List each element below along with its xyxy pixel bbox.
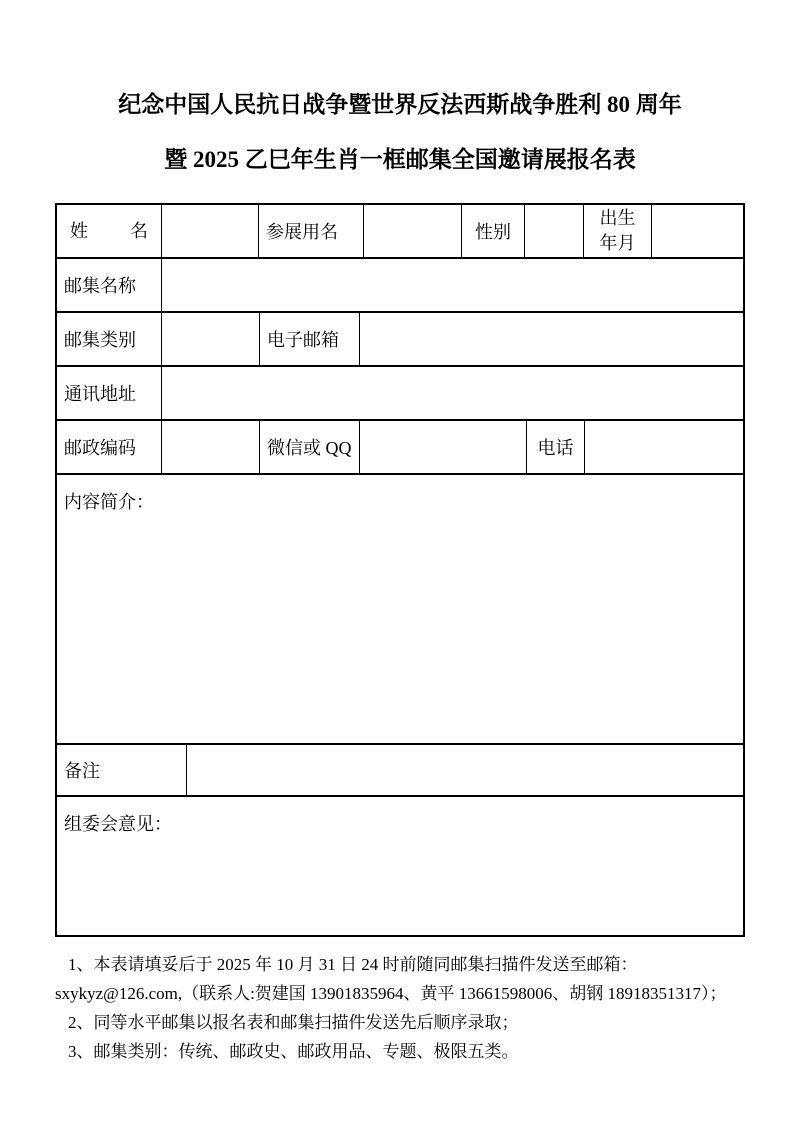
email-value-cell[interactable] [360, 313, 743, 365]
gender-value-cell[interactable] [525, 205, 584, 257]
row-committee-opinion [57, 797, 743, 935]
gender-label: 性别 [462, 205, 525, 257]
row-remarks [57, 745, 743, 797]
wechat-qq-label: 微信或 QQ [260, 421, 360, 473]
note-line-3: 2、同等水平邮集以报名表和邮集扫描件发送先后顺序录取； [68, 1013, 519, 1032]
row-postal-wechat-phone [57, 421, 743, 475]
row-collection-title [57, 259, 743, 313]
collection-title-value-cell[interactable] [162, 259, 743, 311]
content-intro-label: 内容简介： [64, 492, 154, 512]
registration-form-table [55, 203, 745, 937]
address-value-cell[interactable] [162, 367, 743, 419]
note-line-2: sxykyz@126.com,（联系人:贺建国 13901835964、黄平 13661598006、胡钢 18918351317）； [55, 984, 727, 1003]
birth-date-value-cell[interactable] [652, 205, 743, 257]
collection-title-label: 邮集名称 [57, 259, 162, 311]
committee-opinion-cell[interactable] [57, 797, 743, 935]
row-content-intro [57, 475, 743, 745]
exhibit-name-label: 参展用名 [259, 205, 364, 257]
postal-code-label: 邮政编码 [57, 421, 162, 473]
note-line-1: 1、本表请填妥后于 2025 年 10 月 31 日 24 时前随同邮集扫描件发送至邮箱： [68, 955, 638, 974]
row-address [57, 367, 743, 421]
collection-category-label: 邮集类别 [57, 313, 162, 365]
row-name-gender-birth [57, 205, 743, 259]
note-line-4: 3、邮集类别：传统、邮政史、邮政用品、专题、极限五类。 [68, 1042, 519, 1061]
content-intro-cell[interactable] [57, 475, 743, 743]
phone-value-cell[interactable] [585, 421, 743, 473]
postal-code-value-cell[interactable] [162, 421, 260, 473]
birth-date-label: 出生年月 [584, 205, 652, 257]
address-label: 通讯地址 [57, 367, 162, 419]
name-label: 姓名 [57, 205, 162, 257]
footnotes [55, 950, 760, 1066]
remarks-value-cell[interactable] [187, 745, 743, 795]
exhibit-name-value-cell[interactable] [364, 205, 462, 257]
remarks-label: 备注 [57, 745, 187, 795]
name-value-cell[interactable] [162, 205, 259, 257]
row-category-email [57, 313, 743, 367]
page-title-line-1: 纪念中国人民抗日战争暨世界反法西斯战争胜利 80 周年 [118, 92, 682, 117]
wechat-qq-value-cell[interactable] [360, 421, 527, 473]
email-label: 电子邮箱 [260, 313, 360, 365]
phone-label: 电话 [527, 421, 585, 473]
page-title-line-2: 暨 2025 乙巳年生肖一框邮集全国邀请展报名表 [164, 147, 636, 172]
collection-category-value-cell[interactable] [162, 313, 260, 365]
committee-opinion-label: 组委会意见： [64, 814, 172, 834]
